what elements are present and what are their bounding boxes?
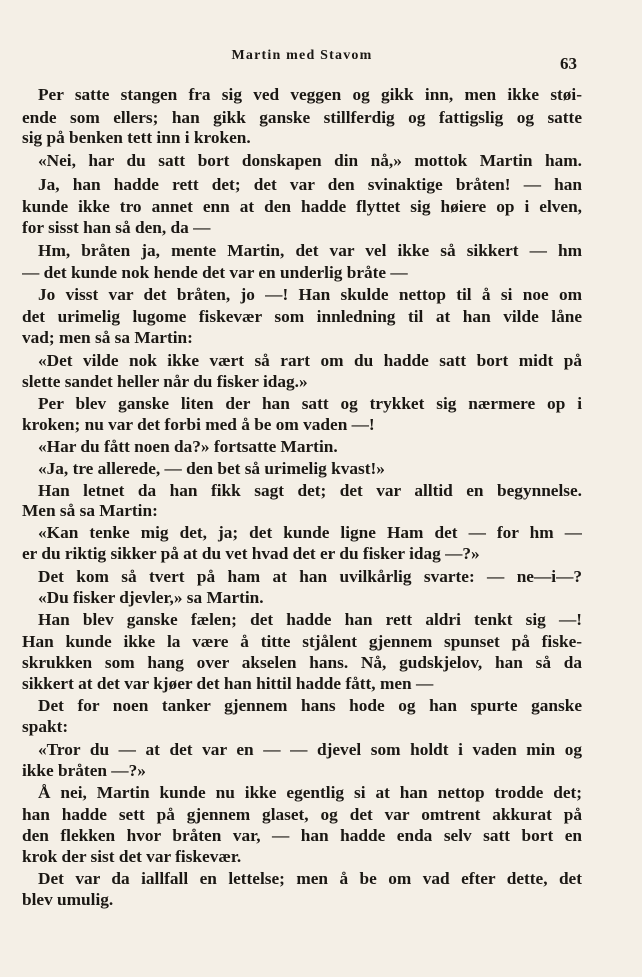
text-line: blev umulig. [22, 890, 114, 909]
text-line: kunde ikke tro annet enn at den hadde flyttet sig høiere op i elven, [22, 197, 582, 216]
text-line: Det for noen tanker gjennem hans hode og han spurte ganske [38, 696, 582, 715]
text-line: Han letnet da han fikk sagt det; det var alltid en begynnelse. [38, 481, 582, 500]
text-line: sig på benken tett inn i kroken. [22, 128, 251, 147]
text-line: er du riktig sikker på at du vet hvad det er du fisker idag —?» [22, 544, 480, 563]
text-line: Å nei, Martin kunde nu ikke egentlig si at han nettop trodde det; [38, 783, 582, 802]
text-line: Hm, bråten ja, mente Martin, det var vel ikke så sikkert — hm [38, 241, 582, 260]
text-line: for sisst han så den, da — [22, 218, 211, 237]
text-line: Ja, han hadde rett det; det var den svinaktige bråten! — han [38, 175, 582, 194]
text-line: «Det vilde nok ikke vært så rart om du hadde satt bort midt på [38, 351, 582, 370]
text-line: vad; men så sa Martin: [22, 328, 193, 347]
text-line: krok der sist det var fiskevær. [22, 847, 242, 866]
text-line: Jo visst var det bråten, jo —! Han skulde nettop til å si noe om [38, 285, 582, 304]
text-line: den flekken hvor bråten var, — han hadde enda selv satt bort en [22, 826, 582, 845]
text-line: det urimelig lugome fiskevær som innledning til at han vilde låne [22, 307, 582, 326]
text-line: «Ja, tre allerede, — den bet så urimelig kvast!» [38, 459, 385, 478]
text-line: Han blev ganske fælen; det hadde han rett aldri tenkt sig —! [38, 610, 582, 629]
text-line: Per satte stangen fra sig ved veggen og gikk inn, men ikke støi- [38, 85, 582, 104]
text-line: Det kom så tvert på ham at han uvilkårlig svarte: — ne—i—? [38, 567, 582, 586]
text-line: «Nei, har du satt bort donskapen din nå,» mottok Martin ham. [38, 151, 582, 170]
text-line: Per blev ganske liten der han satt og trykket sig nærmere op i [38, 394, 582, 413]
text-line: kroken; nu var det forbi med å be om vaden —! [22, 415, 375, 434]
text-line: spakt: [22, 717, 69, 736]
text-line: ende som ellers; han gikk ganske stillferdig og fattigslig og satte [22, 108, 582, 127]
text-line: Han kunde ikke la være å titte stjålent gjennem spunset på fiske- [22, 632, 582, 651]
running-title: Martin med Stavom [231, 48, 373, 63]
text-line: «Du fisker djevler,» sa Martin. [38, 588, 264, 607]
text-line: Det var da iallfall en lettelse; men å be om vad efter dette, det [38, 869, 582, 888]
text-line: skrukken som hang over akselen hans. Nå, gudskjelov, han så da [22, 653, 582, 672]
text-line: «Tror du — at det var en — — djevel som holdt i vaden min og [38, 740, 582, 759]
text-line: Men så sa Martin: [22, 501, 158, 520]
text-line: slette sandet heller når du fisker idag.» [22, 372, 308, 391]
text-line: ikke bråten —?» [22, 761, 146, 780]
text-line: sikkert at det var kjøer det han hittil hadde fått, men — [22, 674, 434, 693]
text-line: — det kunde nok hende det var en underlig bråte — [22, 263, 408, 282]
text-line: «Har du fått noen da?» fortsatte Martin. [38, 437, 338, 456]
text-line: han hadde sett på gjennem glaset, og det var omtrent akkurat på [22, 805, 582, 824]
page-number: 63 [560, 54, 577, 73]
text-line: «Kan tenke mig det, ja; det kunde ligne Ham det — for hm — [38, 523, 582, 542]
